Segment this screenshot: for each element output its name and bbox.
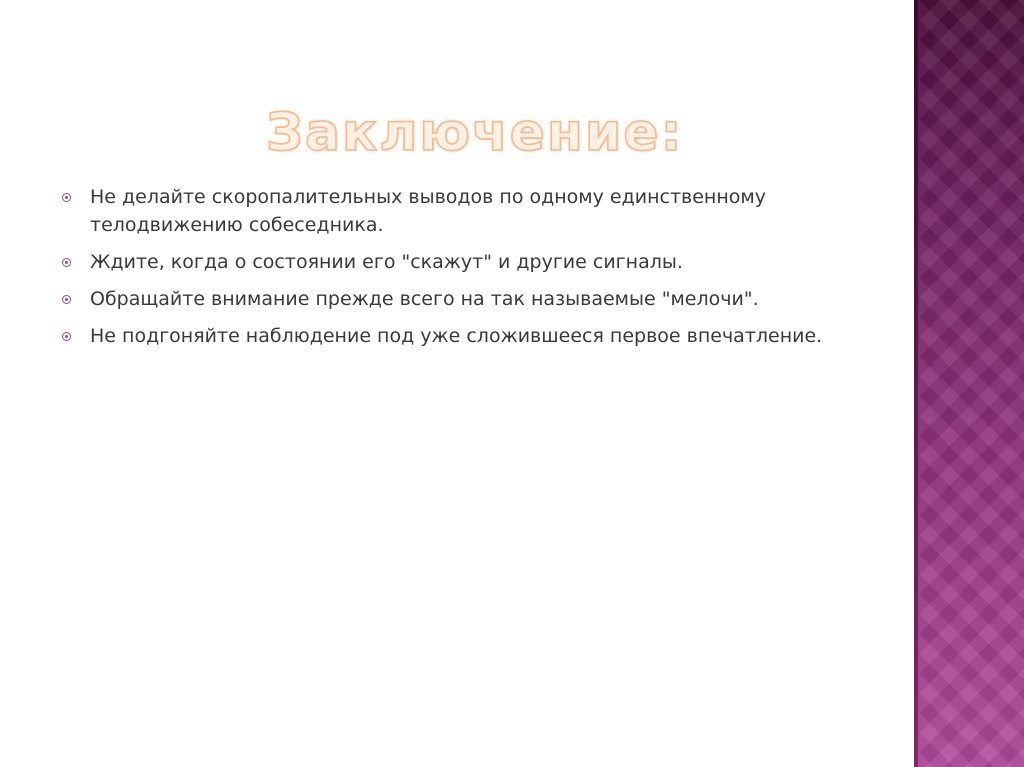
- bullet-item: [60, 285, 840, 313]
- bullet-item: [60, 183, 840, 239]
- bullet-list: [60, 183, 840, 359]
- bullet-text: Ждите, когда о состоянии его "скажут" и другие сигналы.: [90, 251, 683, 273]
- decorative-side-band: [914, 0, 1024, 767]
- ring-bullet-icon: [62, 295, 71, 304]
- bullet-text: Обращайте внимание прежде всего на так называемые "мелочи".: [90, 288, 759, 310]
- ring-bullet-icon: [62, 258, 71, 267]
- bullet-text: Не подгоняйте наблюдение под уже сложившееся первое впечатление.: [90, 325, 823, 347]
- bullet-item: [60, 322, 840, 350]
- ring-bullet-icon: [62, 193, 71, 202]
- slide-title: Заключение:: [266, 103, 684, 163]
- ring-bullet-icon: [62, 332, 71, 341]
- bullet-text: Не делайте скоропалительных выводов по одному единственному телодвижению собеседника.: [90, 186, 766, 236]
- bullet-item: [60, 248, 840, 276]
